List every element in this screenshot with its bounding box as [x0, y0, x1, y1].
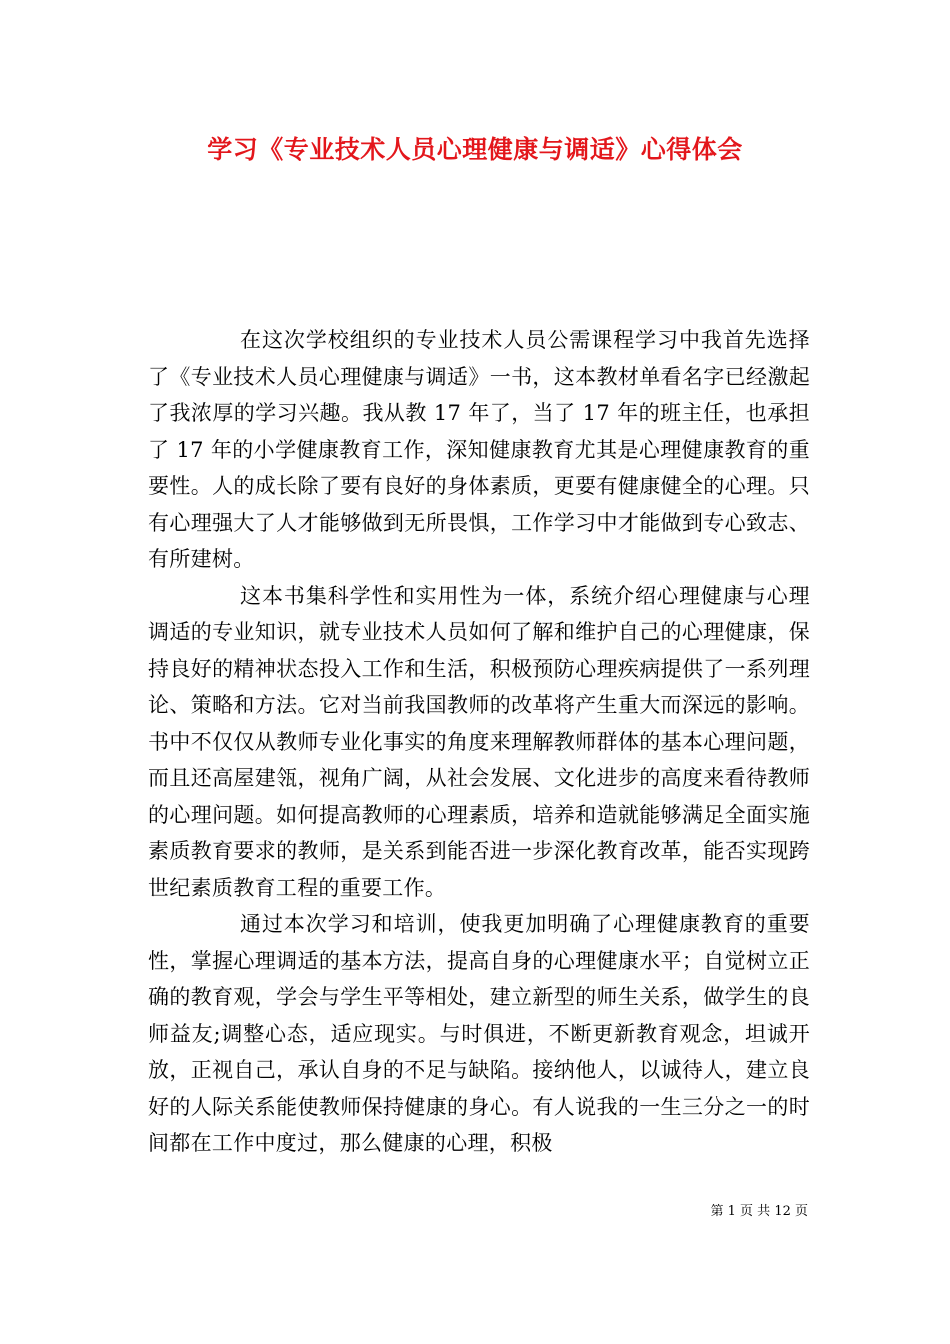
paragraph-3: 通过本次学习和培训，使我更加明确了心理健康教育的重要性，掌握心理调适的基本方法，提高自身的心理健康水平；自觉树立正确的教育观，学会与学生平等相处，建立新型的师生关系，做学生的良师益友;调整心态，适应现实。与时俱进，不断更新教育观念，坦诚开放，正视自己，承认自身的不足与缺陷。接纳他人，以诚待人，建立良好的人际关系能使教师保持健康的身心。有人说我的一生三分之一的时间都在工作中度过，那么健康的心理，积极 — [148, 912, 810, 1155]
paragraph-1: 在这次学校组织的专业技术人员公需课程学习中我首先选择了《专业技术人员心理健康与调适》一书，这本教材单看名字已经激起了我浓厚的学习兴趣。我从教 17 年了，当了 17 年的班主任，也承担了 17 年的小学健康教育工作，深知健康教育尤其是心理健康教育的重要性。人的成长除了要有良好的身体素质，更要有健康健全的心理。只有心理强大了人才能够做到无所畏惧，工作学习中才能做到专心致志、有所建树。 — [148, 328, 810, 571]
page-number-footer: 第 1 页 共 12 页 — [710, 1204, 808, 1219]
document-body — [148, 322, 810, 1162]
document-title: 学习《专业技术人员心理健康与调适》心得体会 — [207, 135, 743, 164]
paragraph-2: 这本书集科学性和实用性为一体，系统介绍心理健康与心理调适的专业知识，就专业技术人员如何了解和维护自己的心理健康，保持良好的精神状态投入工作和生活，积极预防心理疾病提供了一系列理论、策略和方法。它对当前我国教师的改革将产生重大而深远的影响。书中不仅仅从教师专业化事实的角度来理解教师群体的基本心理问题，而且还高屋建瓴，视角广阔，从社会发展、文化进步的高度来看待教师的心理问题。如何提高教师的心理素质，培养和造就能够满足全面实施素质教育要求的教师，是关系到能否进一步深化教育改革，能否实现跨世纪素质教育工程的重要工作。 — [148, 583, 810, 900]
